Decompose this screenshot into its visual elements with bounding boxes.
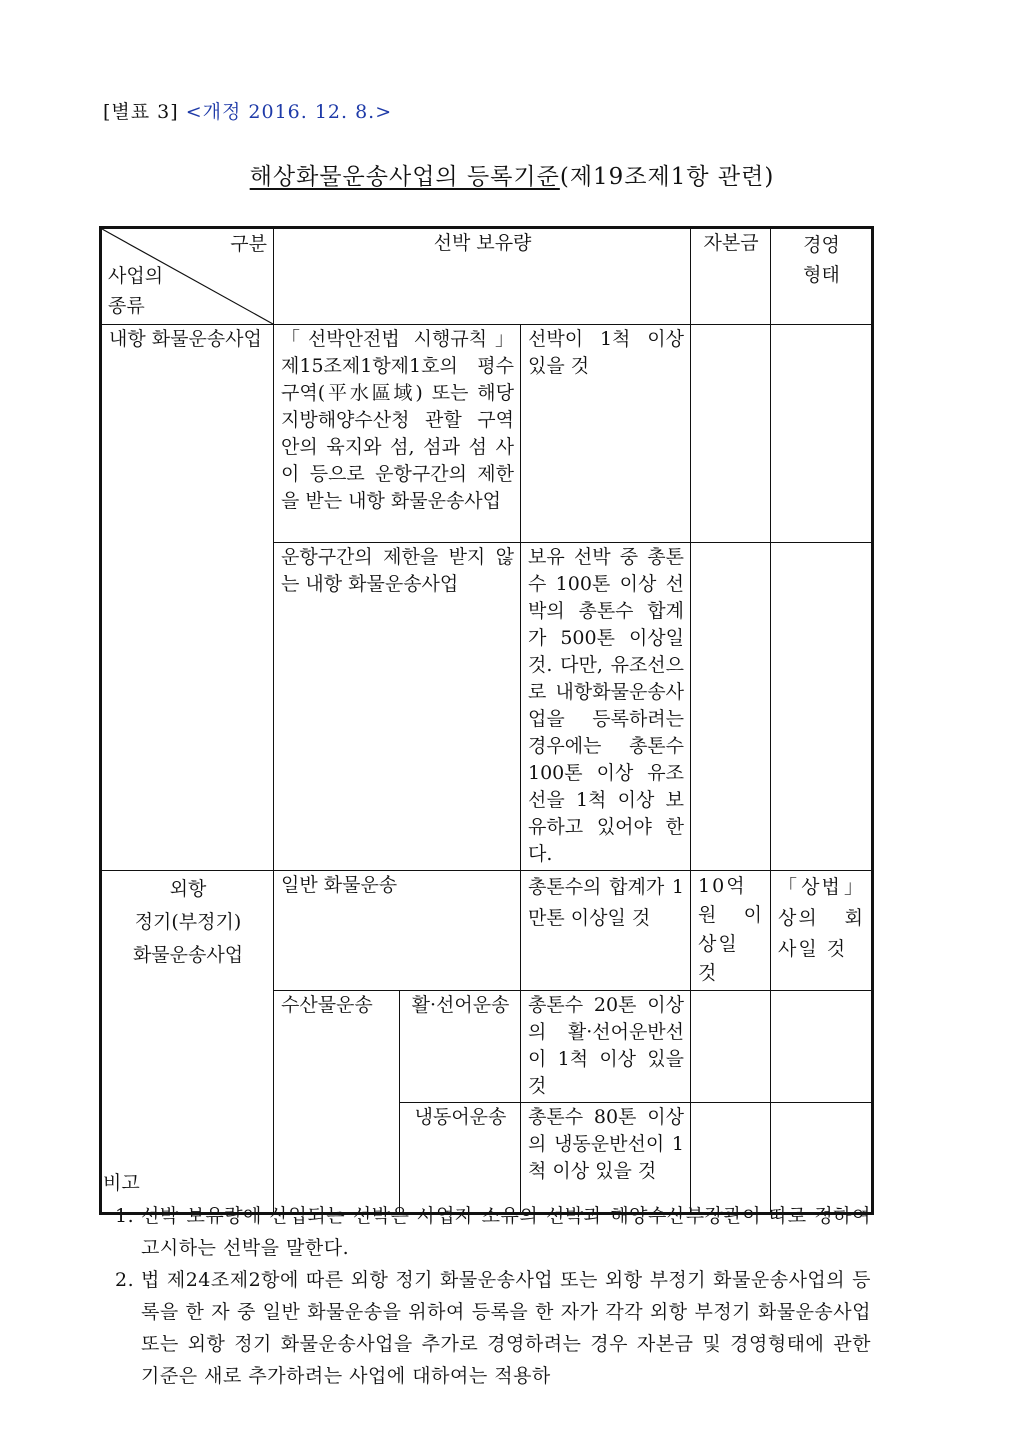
header-vessel: 선박 보유량 — [274, 228, 691, 325]
revision-link[interactable]: <개정 2016. 12. 8.> — [185, 101, 393, 123]
domestic-category-cell — [101, 325, 274, 871]
remark-text: 선박 보유량에 산입되는 선박은 사업자 소유의 선박과 해양수산부장관이 따로 정하여 고시하는 선박을 말한다. — [141, 1205, 871, 1259]
header-kind-line1: 사업의 — [108, 265, 164, 287]
remarks-title: 비고 — [103, 1172, 140, 1194]
registration-criteria-table — [99, 226, 874, 1215]
overseas-category-line3: 화물운송사업 — [132, 944, 244, 966]
frozen-fish-transport: 냉동어운송 — [400, 1103, 521, 1214]
overseas-general: 일반 화물운송 — [274, 871, 521, 991]
domestic-restricted-mgmt — [771, 325, 873, 543]
live-fish-mgmt — [771, 991, 873, 1103]
title-main: 해상화물운송사업의 등록기준 — [249, 164, 560, 190]
domestic-restricted-desc: 「선박안전법 시행규칙」 제15조제1항제1호의 평수구역(平水區域) 또는 해당 지방해양수산청 관할 구역 안의 육지와 섬, 섬과 섬 사이 등으로 운항구간의 제한을 받는 내항 화물운송사업 — [274, 325, 521, 543]
live-fish-transport: 활·선어운송 — [400, 991, 521, 1103]
header-gubun: 구분 — [230, 233, 267, 255]
domestic-unrestricted-desc: 운항구간의 제한을 받지 않는 내항 화물운송사업 — [274, 543, 521, 871]
domestic-restricted-req: 선박이 1척 이상 있을 것 — [521, 325, 691, 543]
domestic-category: 내항 화물운송사업 — [109, 328, 262, 350]
live-fish-req: 총톤수 20톤 이상의 활·선어운반선이 1척 이상 있을 것 — [521, 991, 691, 1103]
overseas-category-line2: 정기(부정기) — [134, 911, 242, 933]
header-mgmt-line2: 형태 — [803, 264, 840, 286]
table-row — [101, 871, 873, 991]
frozen-fish-req: 총톤수 80톤 이상의 냉동운반선이 1척 이상 있을 것 — [521, 1103, 691, 1214]
overseas-category-line1: 외항 — [169, 878, 207, 900]
domestic-unrestricted-capital — [691, 543, 771, 871]
overseas-general-req: 총톤수의 합계가 1만톤 이상일 것 — [521, 871, 691, 991]
header-mgmt-line1: 경영 — [803, 234, 840, 256]
remark-number: 1. — [115, 1205, 135, 1227]
remark-item — [103, 1200, 871, 1264]
fishery-transport: 수산물운송 — [274, 991, 400, 1214]
appendix-header — [103, 97, 392, 124]
diagonal-header-cell — [101, 228, 274, 325]
remark-number: 2. — [115, 1269, 135, 1291]
appendix-label: [별표 3] — [103, 101, 179, 123]
domestic-unrestricted-mgmt — [771, 543, 873, 871]
title-sub: (제19조제1항 관련) — [559, 164, 775, 190]
document-title — [0, 158, 1024, 191]
remark-item — [103, 1264, 871, 1392]
header-capital: 자본금 — [691, 228, 771, 325]
remark-text: 법 제24조제2항에 따른 외항 정기 화물운송사업 또는 외항 부정기 화물운송사업의 등록을 한 자 중 일반 화물운송을 위하여 등록을 한 자가 각각 외항 부정기 화물운송사업 또는 외항 정기 화물운송사업을 추가로 경영하려는 경우 자본금 및 경영형태에 관한 기준은 새로 추가하려는 사업에 대하여는 적용하 — [141, 1269, 871, 1387]
overseas-category-cell — [101, 871, 274, 1214]
header-mgmt — [771, 228, 873, 325]
domestic-unrestricted-req: 보유 선박 중 총톤수 100톤 이상 선박의 총톤수 합계가 500톤 이상일 것. 다만, 유조선으로 내항화물운송사업을 등록하려는 경우에는 총톤수 100톤 이상 유조선을 1척 이상 보유하고 있어야 한다. — [521, 543, 691, 871]
overseas-mgmt: 「상법」상의 회사일 것 — [771, 871, 873, 991]
header-kind-line2: 종류 — [108, 295, 145, 317]
domestic-restricted-capital — [691, 325, 771, 543]
overseas-capital: 10억원 이상일 것 — [691, 871, 771, 991]
table-header-row — [101, 228, 873, 325]
live-fish-capital — [691, 991, 771, 1103]
remarks-section — [103, 1168, 871, 1392]
table-row — [101, 325, 873, 543]
